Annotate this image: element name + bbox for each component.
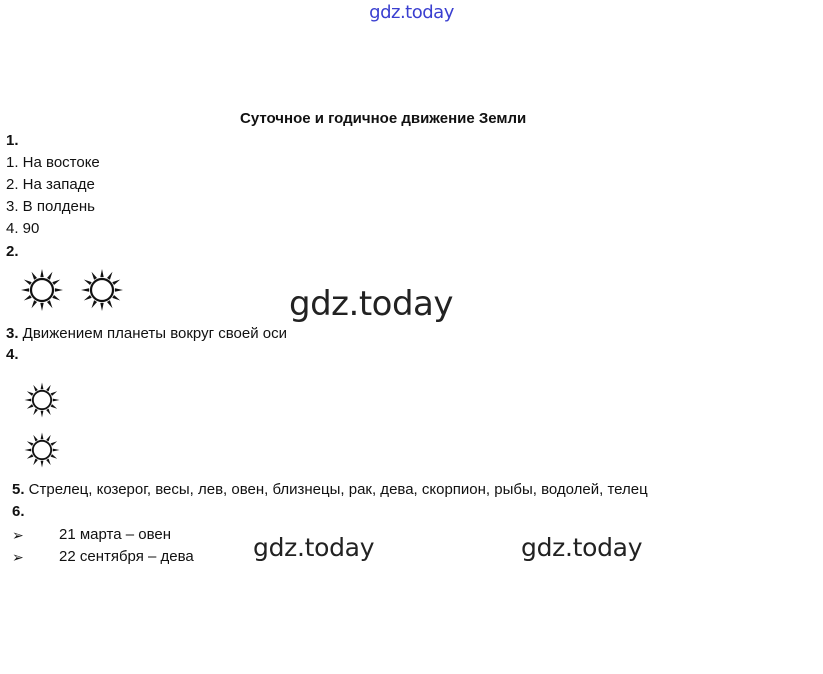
- watermark-center: gdz.today: [289, 284, 453, 324]
- q3-text: Движением планеты вокруг своей оси: [18, 325, 287, 342]
- q1-answer-3: 3. В полдень: [6, 198, 95, 215]
- page-title: Суточное и годичное движение Земли: [240, 110, 527, 127]
- q1-answer-2: 2. На западе: [6, 176, 95, 193]
- q6-item-1: 21 марта – овен: [59, 526, 172, 543]
- q6-item-2: 22 сентября – дева: [59, 548, 194, 565]
- arrow-bullet-icon: ➢: [12, 527, 24, 543]
- q2-number: 2.: [6, 243, 19, 260]
- watermark-bottom-right: gdz.today: [521, 533, 643, 562]
- q4-number: 4.: [6, 346, 19, 363]
- arrow-bullet-icon: ➢: [12, 549, 24, 565]
- q1-answer-1: 1. На востоке: [6, 154, 100, 171]
- q5-text: Стрелец, козерог, весы, лев, овен, близнецы, рак, дева, скорпион, рыбы, водолей, телец: [24, 481, 648, 498]
- watermark-bottom-left: gdz.today: [253, 533, 375, 562]
- sun-icon: [78, 266, 126, 314]
- watermark-top: gdz.today: [369, 2, 454, 23]
- q5-number: 5.: [12, 481, 25, 498]
- q6-number: 6.: [12, 503, 25, 520]
- q5-answer: [12, 481, 648, 498]
- sun-icon: [18, 266, 66, 314]
- sun-icon: [22, 380, 62, 420]
- sun-icon: [22, 430, 62, 470]
- q1-number: 1.: [6, 132, 19, 149]
- q3-number: 3.: [6, 325, 19, 342]
- q1-answer-4: 4. 90: [6, 220, 40, 237]
- q3-answer: [6, 325, 287, 342]
